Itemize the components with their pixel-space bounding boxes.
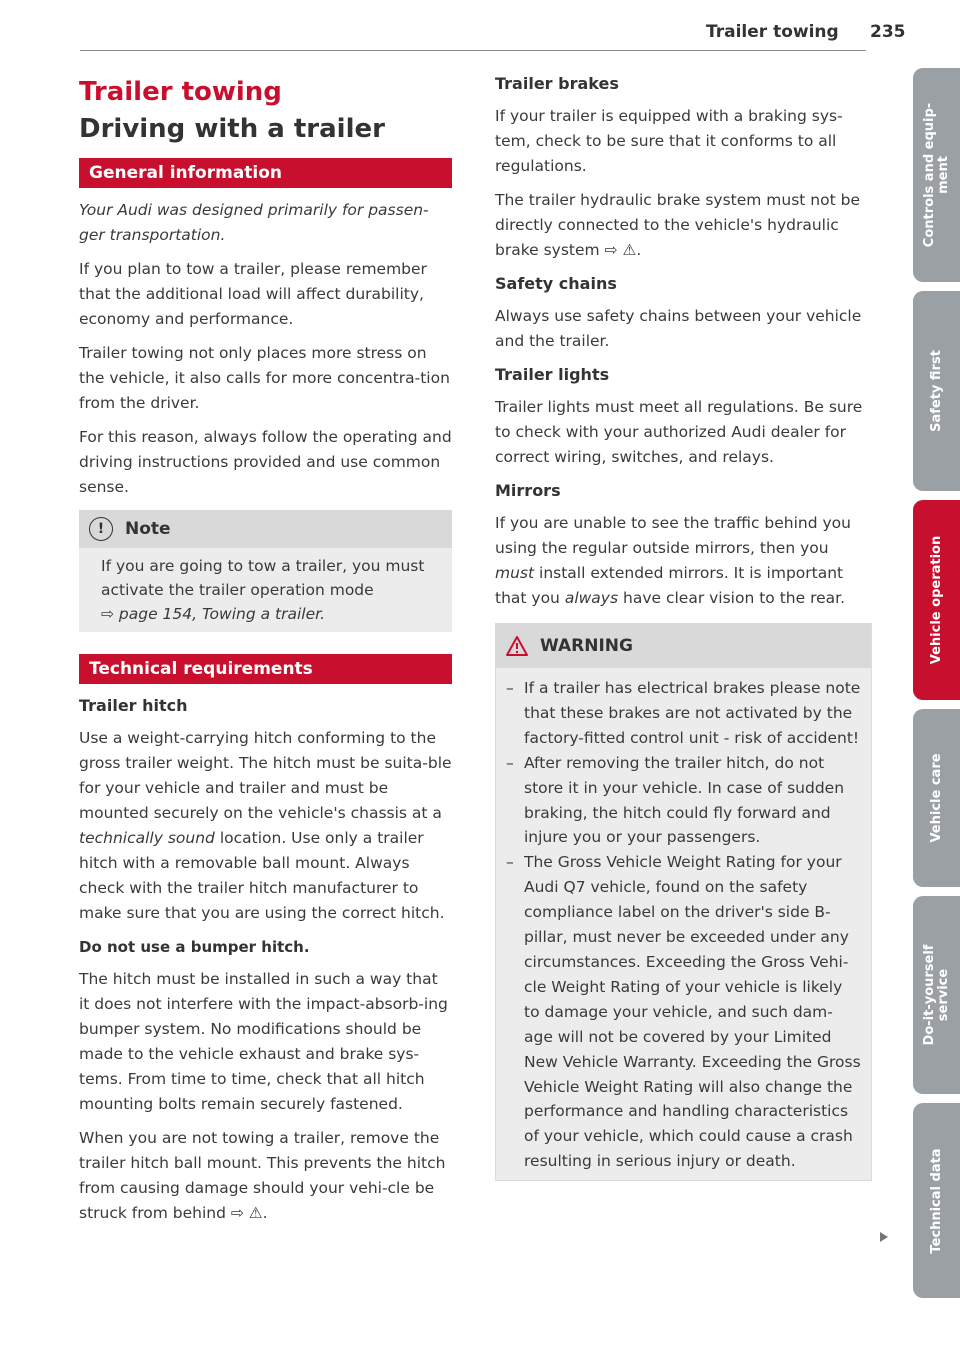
- warning-item-text: If a trailer has electrical brakes please note that these brakes are not activated by the factory-fitted control unit - risk of accident!: [524, 679, 861, 747]
- tab-label: Controls and equip- ment: [921, 102, 951, 248]
- tab-do-it-yourself-service[interactable]: [913, 896, 960, 1094]
- info-icon: !: [89, 517, 113, 541]
- trailer-brakes-heading: Trailer brakes: [495, 74, 619, 93]
- tab-label: Do-it-yourself service: [921, 944, 951, 1046]
- continued-arrow-icon: [880, 1232, 888, 1242]
- text-run: have clear vision to the rear.: [623, 589, 846, 607]
- warning-item-text: The Gross Vehicle Weight Rating for your Audi Q7 vehicle, found on the safety compliance label on the driver's side B-pillar, must never be exceeded under any circumstances. Exceeding the Gross Vehi-cle Weight Rating of your vehicle is likely to damage your vehicle, and such dam-age will not be covered by your Limited New Vehicle Warranty. Exceeding the Gross Vehicle Weight Rating will also change the performance and handling characteristics of your vehicle, which could cause a crash resulting in serious injury or death.: [524, 853, 861, 1171]
- paragraph: The hitch must be installed in such a way that it does not interfere with the impact-absorb-ing bumper system. No modifications should be made to the vehicle exhaust and brake sys-tems. From time to time, check that all hitch mounting bolts remain securely fastened.: [79, 970, 448, 1113]
- trailer-hitch-paragraph: [79, 726, 452, 926]
- note-text: If you are going to tow a trailer, you must activate the trailer operation mode: [101, 557, 425, 599]
- note-box: [79, 510, 452, 632]
- tab-vehicle-operation[interactable]: [913, 500, 960, 700]
- left-column: [79, 72, 452, 1235]
- tab-label: Vehicle care: [928, 753, 944, 843]
- tab-label: Technical data: [928, 1147, 944, 1254]
- warning-label: WARNING: [540, 636, 633, 656]
- mirrors-heading: Mirrors: [495, 481, 561, 500]
- intro-paragraph: Your Audi was designed primarily for passen-ger transportation.: [79, 201, 429, 244]
- text-run: Use a weight-carrying hitch conforming to the gross trailer weight. The hitch must be suita-ble for your vehicle and trailer and must be mounted securely on the vehicle's chassis at a: [79, 729, 452, 822]
- safety-chains-heading: Safety chains: [495, 274, 617, 293]
- paragraph: If your trailer is equipped with a braking sys-tem, check to be sure that it conforms to all regulations.: [495, 107, 843, 175]
- general-information-heading: General information: [79, 158, 452, 188]
- tab-technical-data[interactable]: [913, 1103, 960, 1298]
- warning-item-text: After removing the trailer hitch, do not store it in your vehicle. In case of sudden braking, the hitch could fly forward and injure you or your passengers.: [524, 753, 845, 847]
- paragraph: If you plan to tow a trailer, please remember that the additional load will affect durability, economy and performance.: [79, 260, 427, 328]
- warning-header: [496, 624, 871, 668]
- trailer-hitch-heading: Trailer hitch: [79, 696, 188, 715]
- emphasis: technically sound: [79, 829, 215, 847]
- trailer-lights-heading: Trailer lights: [495, 365, 610, 384]
- warning-box: [495, 623, 872, 1181]
- warning-item: – The Gross Vehicle Weight Rating for your Audi Q7 vehicle, found on the safety compliance label on the driver's side B-pillar, must never be exceeded under any circumstances. Exceeding the Gross Vehi-cle Weight Rating of your vehicle is likely to damage your vehicle, and such dam-age will not be covered by your Limited New Vehicle Warranty. Exceeding the Gross Vehicle Weight Rating will also change the performance and handling characteristics of your vehicle, which could cause a crash resulting in serious injury or death.: [506, 853, 861, 1171]
- tab-label: Safety first: [928, 350, 944, 432]
- tab-vehicle-care[interactable]: [913, 709, 960, 887]
- right-column: [495, 72, 870, 1181]
- text-run: install extended mirrors. It is important that you: [495, 564, 844, 607]
- technical-requirements-heading: Technical requirements: [79, 654, 452, 684]
- warning-item: – After removing the trailer hitch, do not store it in your vehicle. In case of sudden braking, the hitch could fly forward and injure you or your passengers.: [506, 753, 845, 847]
- section-title: Driving with a trailer: [79, 114, 385, 144]
- note-label: Note: [125, 519, 171, 539]
- paragraph: Trailer lights must meet all regulations. Be sure to check with your authorized Audi dealer for correct wiring, switches, and relays.: [495, 398, 863, 466]
- warning-body: [496, 668, 871, 1180]
- paragraph: The trailer hydraulic brake system must not be directly connected to the vehicle's hydraulic brake system ⇨ ⚠.: [495, 191, 860, 259]
- text-run: location. Use only a trailer hitch with a removable ball mount. Always check with the trailer hitch manufacturer to make sure that you are using the correct hitch.: [79, 829, 445, 922]
- bumper-hitch-heading: Do not use a bumper hitch.: [79, 938, 310, 956]
- emphasis: always: [564, 589, 619, 607]
- paragraph: For this reason, always follow the operating and driving instructions provided and use common sense.: [79, 428, 452, 496]
- warning-triangle-icon: [506, 636, 528, 656]
- note-body: [79, 548, 452, 632]
- running-header-section: Trailer towing: [706, 22, 839, 42]
- mirrors-paragraph: [495, 511, 870, 611]
- paragraph: When you are not towing a trailer, remove the trailer hitch ball mount. This prevents the hitch from causing damage should your vehi-cle be struck from behind ⇨ ⚠.: [79, 1129, 446, 1222]
- tab-safety-first[interactable]: [913, 291, 960, 491]
- text-run: If you are unable to see the traffic behind you using the regular outside mirrors, then you: [495, 514, 851, 557]
- chapter-title: Trailer towing: [79, 77, 282, 107]
- page-number: 235: [870, 22, 906, 42]
- tab-label: Vehicle operation: [928, 535, 944, 665]
- tab-controls-and-equipment[interactable]: [913, 68, 960, 282]
- note-page-reference[interactable]: ⇨ page 154, Towing a trailer.: [101, 605, 326, 623]
- header-rule: [80, 50, 866, 51]
- paragraph: Trailer towing not only places more stress on the vehicle, it also calls for more concentra-tion from the driver.: [79, 344, 450, 412]
- warning-item: – If a trailer has electrical brakes please note that these brakes are not activated by the factory-fitted control unit - risk of accident!: [506, 679, 861, 747]
- paragraph: Always use safety chains between your vehicle and the trailer.: [495, 307, 862, 350]
- note-header: [79, 510, 452, 548]
- emphasis: must: [495, 564, 535, 582]
